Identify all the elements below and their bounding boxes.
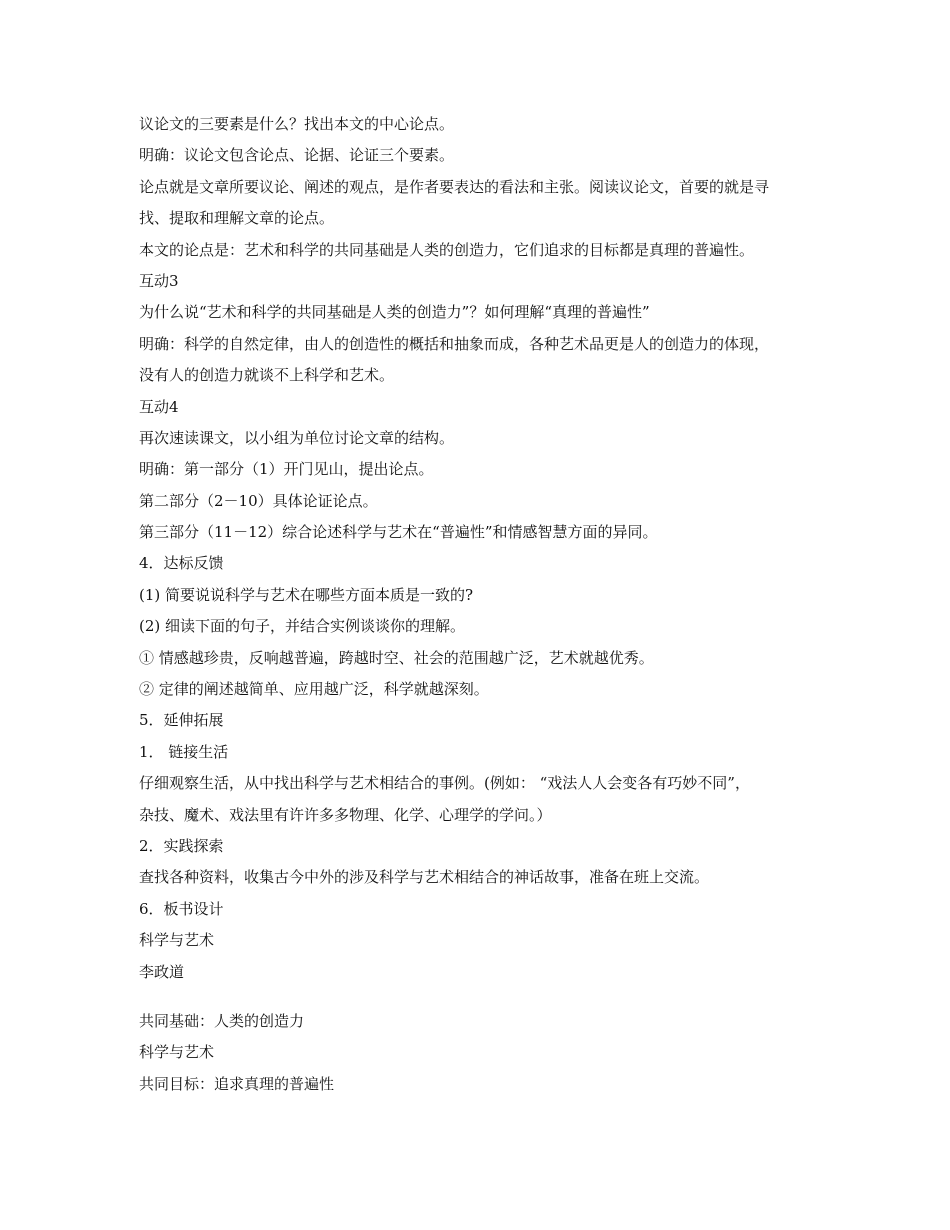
practice-text: 查找各种资料，收集古今中外的涉及科学与艺术相结合的神话故事，准备在班上交流。 [139, 868, 710, 887]
board-center-title: 科学与艺术 [139, 1043, 215, 1062]
life-link-text-line-1: 仔细观察生活，从中找出科学与艺术相结合的事例。(例如： “戏法人人会变各有巧妙不同”， [139, 774, 750, 793]
board-design-heading: 6．板书设计 [139, 899, 224, 918]
feedback-sentence-2: ② 定律的阐述越简单、应用越广泛，科学就越深刻。 [139, 680, 489, 699]
lesson-text [139, 109, 819, 1100]
board-author: 李政道 [139, 962, 185, 981]
feedback-sentence-1: ① 情感越珍贵，反响越普遍，跨越时空、社会的范围越广泛，艺术就越优秀。 [139, 648, 654, 667]
argument-definition-line-2: 找、提取和理解文章的论点。 [139, 209, 335, 228]
practice-heading: 2．实践探索 [139, 836, 224, 855]
feedback-question-1: (1) 简要说说科学与艺术在哪些方面本质是一致的? [139, 585, 474, 604]
structure-part-1: 明确：第一部分（1）开门见山，提出论点。 [139, 460, 434, 479]
life-link-text-line-2: 杂技、魔术、戏法里有许许多多物理、化学、心理学的学问。） [139, 805, 552, 824]
life-link-heading: 1． 链接生活 [139, 742, 229, 761]
board-common-basis: 共同基础：人类的创造力 [139, 1011, 305, 1030]
interaction-4-heading: 互动4 [139, 397, 179, 416]
board-common-goal: 共同目标：追求真理的普遍性 [139, 1074, 335, 1093]
interaction-3-question: 为什么说“艺术和科学的共同基础是人类的创造力”？如何理解“真理的普遍性” [139, 303, 650, 322]
feedback-question-2: (2) 细读下面的句子，并结合实例谈谈你的理解。 [139, 617, 466, 636]
central-argument: 本文的论点是：艺术和科学的共同基础是人类的创造力，它们追求的目标都是真理的普遍性。 [139, 240, 755, 259]
spacer [139, 988, 819, 1006]
argument-definition-line-1: 论点就是文章所要议论、阐述的观点，是作者要表达的看法和主张。阅读议论文，首要的就是寻 [139, 177, 770, 196]
interaction-3-heading: 互动3 [139, 271, 179, 290]
interaction-3-answer-line-1: 明确：科学的自然定律，由人的创造性的概括和抽象而成，各种艺术品更是人的创造力的体现， [139, 334, 770, 353]
answer-three-elements: 明确：议论文包含论点、论据、论证三个要素。 [139, 146, 455, 165]
interaction-3-answer-line-2: 没有人的创造力就谈不上科学和艺术。 [139, 366, 395, 385]
feedback-heading: 4．达标反馈 [139, 554, 224, 573]
question-three-elements: 议论文的三要素是什么？找出本文的中心论点。 [139, 115, 455, 133]
board-title: 科学与艺术 [139, 931, 215, 950]
interaction-4-task: 再次速读课文，以小组为单位讨论文章的结构。 [139, 428, 455, 447]
structure-part-3: 第三部分（11－12）综合论述科学与艺术在“普遍性”和情感智慧方面的异同。 [139, 523, 658, 542]
extension-heading: 5．延伸拓展 [139, 711, 224, 730]
structure-part-2: 第二部分（2－10）具体论证论点。 [139, 491, 378, 510]
